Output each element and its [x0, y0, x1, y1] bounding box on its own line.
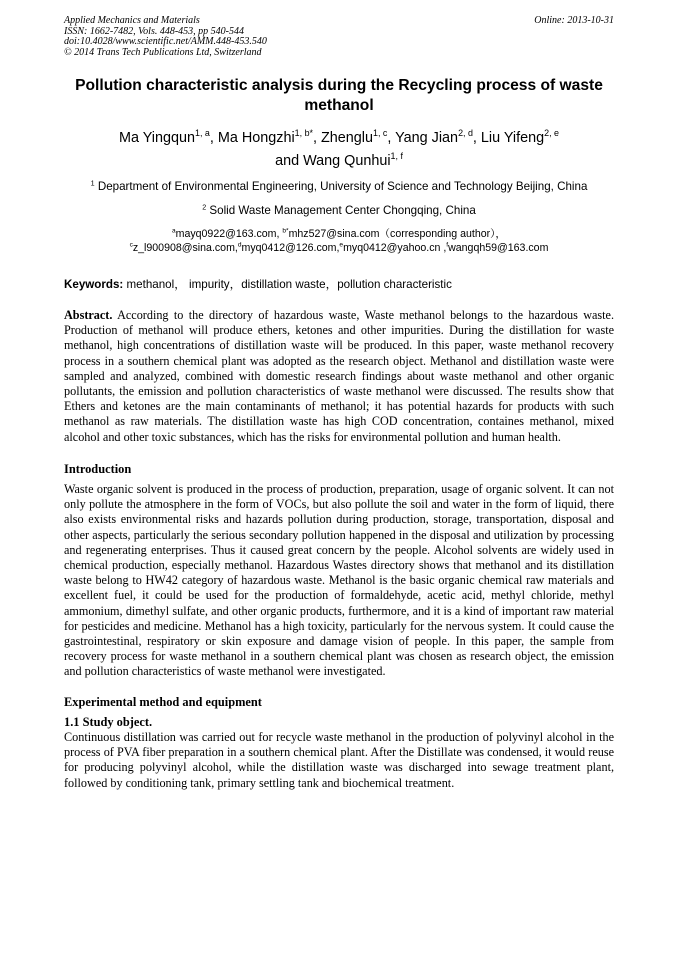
introduction-paragraph: Waste organic solvent is produced in the process of production, preparation, usage of organic solvent. It can not only pollute the atmosphere in the form of VOCs, but also pollute the soil and water in the form of liquid, there also exists environmental risks and hazards pollution during production, storage, transportation, disposal and other aspects, particularly the serious secondary pollution happened in the disposal and utilization by processing and regenerating enterprises. Thus it caused great concern by the people. Alcohol solvents are widely used in chemical production, especially methanol. Hazardous Wastes directory shows that methanol and its distillation waste belong to HW42 category of hazardous waste. Methanol is the basic organic chemical raw materials and excellent fuel, it could be used for the production of formaldehyde, acetic acid, methyl chloride, methyl ammonium, dimethyl sulfate, and other organic products, furthermore, and it is a kind of important raw material for pesticides and medicine. Methanol has a high toxicity, particularly for the nervous system. It could cause the gastrointestinal, respiratory or skin exposure and damage vision of people. In this paper, the sample from recovery process for waste methanol in a southern chemical plant was chosen as research object, the emission and pollution characteristics of waste methanol were investigated.: [64, 482, 614, 679]
journal-name: Applied Mechanics and Materials: [64, 15, 200, 26]
email-line: $^c$z_l900908@sina.com,$^d$myq0412@126.com,$^e$myq0412@yahoo.cn ,$^f$wangqh59@163.com: [129, 241, 549, 254]
section-heading-introduction: Introduction: [64, 461, 132, 476]
abstract: [64, 308, 614, 445]
abstract-label: Abstract.: [64, 308, 113, 322]
author: Yang Jian$^{2, d}$,: [395, 128, 481, 146]
issn-line: ISSN: 1662-7482, Vols. 448-453, pp 540-544: [64, 25, 244, 37]
email-line: $^a$mayq0922@163.com, $^{b*}$mhz527@sina.com（corresponding author），: [171, 227, 507, 240]
journal-header: [64, 16, 614, 58]
author: Ma Yingqun$^{1, a}$,: [119, 128, 218, 146]
author-list: [64, 127, 614, 173]
author: Liu Yifeng$^{2, e}$: [480, 128, 559, 146]
author-emails: [64, 227, 614, 255]
affiliation-1: $^1$ Department of Environmental Engineering, University of Science and Technology Beijing, China: [90, 178, 588, 193]
keywords-label: Keywords:: [64, 278, 124, 291]
doi-line: doi:10.4028/www.scientific.net/AMM.448-453.540: [64, 36, 267, 47]
paper-title: Pollution characteristic analysis during the Recycling process of waste methanol: [75, 77, 603, 114]
author: and Wang Qunhui$^{1, f}$: [275, 151, 403, 169]
online-date: Online: 2013-10-31: [534, 15, 614, 26]
affiliation-2: $^2$ Solid Waste Management Center Chongqing, China: [202, 202, 476, 217]
abstract-text: According to the directory of hazardous waste, Waste methanol belongs to the hazardous waste. Production of methanol will produce ethers, ketones and other impurities. During the distillation for waste methanol, high concentrations of distillation waste will be produced. In this paper, waste methanol recovery process in a southern chemical plant was adopted as the research object. Methanol and distillation waste were sampled and analyzed, combined with domestic research findings about waste methanol and other organic pollutants, the emission and pollution characteristics of waste methanol were discussed. The results show that Ethers and ketones are the main contaminants of methanol; it has potential hazards for products with such methanol as raw materials. The distillation waste has high COD concentration, containes methanol, mixed alcohol and other toxic substances, which has the risks for environmental pollution and human health.: [64, 308, 614, 444]
copyright-line: © 2014 Trans Tech Publications Ltd, Switzerland: [64, 46, 262, 58]
study-object-paragraph: Continuous distillation was carried out for recycle waste methanol in the production of polyvinyl alcohol in the process of PVA fiber preparation in a southern chemical plant. After the Distillate was condensed, it would reuse for producing polyvinyl alcohol, while the distillation waste was discharged into sewage treatment plant, followed by conditioning tank, primary settling tank and biochemical treatment.: [64, 730, 614, 790]
subsection-heading-study-object: 1.1 Study object.: [64, 714, 153, 729]
keywords: [64, 276, 614, 292]
keywords-text: methanol， impurity，distillation waste，pollution characteristic: [123, 278, 452, 291]
section-heading-experimental: Experimental method and equipment: [64, 694, 262, 709]
author: Ma Hongzhi$^{1, b*}$,: [217, 128, 321, 146]
author: Zhenglu$^{1, c}$,: [321, 128, 396, 146]
